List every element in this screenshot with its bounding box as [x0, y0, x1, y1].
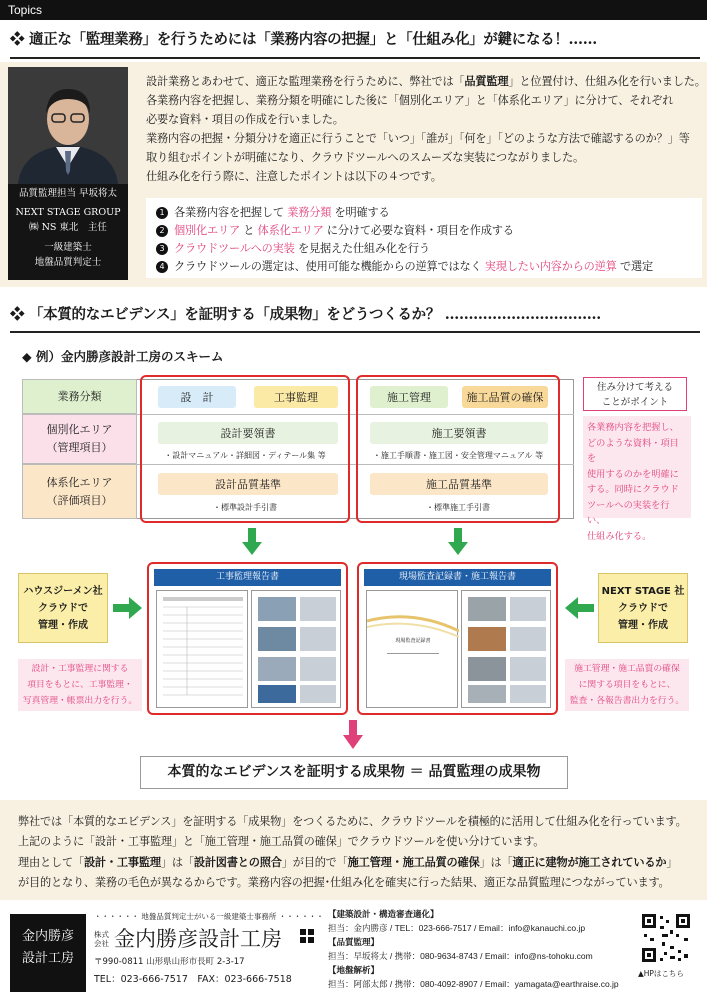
text: 上記のように「設計・工事監理」と「施工管理・施工品質の確保」でクラウドツールを使い分けています。 — [18, 835, 545, 848]
company-logo — [10, 914, 86, 992]
pill-construction-spec: 施工要領書 — [370, 422, 548, 444]
text: 各業務内容を把握し、 — [587, 422, 679, 433]
note-right — [565, 659, 689, 711]
cloud-box-housegmen — [18, 573, 108, 643]
text: で選定 — [616, 260, 653, 273]
text: ツールへの実装を行い、 — [587, 499, 670, 526]
person-qualification-1: 一級建築士 — [44, 242, 92, 253]
cloud-box-nextstage — [598, 573, 688, 643]
text: 各業務内容を把握して — [174, 206, 288, 219]
scheme-subtitle: ◆ 例）金内勝彦設計工房のスキーム — [22, 349, 224, 364]
report-page-photos — [251, 590, 341, 708]
text: に分けて必要な資料・項目を作成する — [323, 224, 514, 237]
text: 取り組むポイントが明確になり、クラウドツールへのスムーズな実装につながりました。 — [146, 151, 584, 164]
cover-title: 現場監査記録書 — [395, 638, 431, 644]
person-qualification-2: 地盤品質判定士 — [34, 257, 102, 268]
text: （管理項目） — [46, 441, 113, 454]
logo-mark-icon — [300, 929, 314, 943]
text: に関する項目をもとに、 — [578, 680, 676, 690]
row-label-system — [22, 464, 137, 519]
design-quality-items: ・標準設計手引書 — [213, 503, 277, 512]
construction-quality-items: ・標準施工手引書 — [426, 503, 490, 512]
design-spec-items: ・設計マニュアル・詳細図・ディテール集 等 — [164, 451, 326, 460]
text: 必要な資料・項目の作成を行いました。 — [146, 113, 344, 126]
text: ことがポイント — [601, 397, 669, 408]
arrow-right-icon — [113, 597, 143, 619]
text-highlight: 体系化エリア — [257, 224, 324, 237]
section1-heading — [10, 28, 700, 58]
side-title-box — [583, 377, 687, 411]
person-title: ㈱ NS 東北 主任 — [29, 222, 107, 233]
contact-head-3: 【地盤解析】 — [328, 965, 380, 975]
text: 」 — [666, 856, 678, 869]
text: を明確する — [331, 206, 390, 219]
divider — [10, 331, 700, 333]
portrait-icon — [8, 67, 128, 184]
report-page-form — [156, 590, 248, 708]
company-name: 金内勝彦設計工房 — [114, 927, 282, 951]
point-2 — [156, 222, 514, 238]
text: 業務内容の把握・分類分けを適正に行うことで「いつ」「誰が」「何を」「どのような方法で確認するのか？」等 — [146, 132, 690, 145]
text: 仕組み化する。 — [587, 530, 652, 542]
form-document-icon — [157, 591, 249, 709]
text: 住み分けて考える — [596, 382, 673, 393]
text: 管理・作成 — [618, 620, 668, 631]
section2-heading — [10, 303, 700, 331]
report-page-site-photos — [461, 590, 551, 708]
number-badge-icon: 1 — [156, 207, 168, 219]
topics-bar — [0, 0, 707, 20]
text-emphasis: 施工管理・施工品質の確保 — [347, 855, 480, 869]
text: 」が目的で「 — [281, 856, 348, 869]
final-result-box: 本質的なエビデンスを証明する成果物 ＝ 品質監理の成果物 — [140, 756, 568, 789]
arrow-down-icon — [446, 528, 470, 556]
text: 設計工房 — [21, 951, 74, 966]
text: 」と位置付け、仕組み化を行いました。 — [508, 75, 706, 88]
pill-design-quality: 設計品質基準 — [158, 473, 338, 495]
contact-line-2[interactable]: 担当：早坂将太 / 携帯：080-9634-8743 / Email：info@ns-tohoku.com — [328, 951, 593, 961]
pill-assurance: 施工品質の確保 — [462, 386, 548, 408]
number-badge-icon: 2 — [156, 225, 168, 237]
text-highlight: 業務分類 — [287, 206, 332, 219]
person-role: 品質監理担当 早坂将太 — [18, 188, 118, 199]
text-highlight: 個別化エリア — [174, 224, 240, 237]
diamond-bullet-icon: ❖ — [10, 31, 29, 48]
note-left — [18, 659, 142, 711]
company-address: 〒990-0811 山形県山形市長町 2-3-17 — [94, 957, 245, 967]
side-note — [583, 416, 691, 542]
company-tagline: ・・・・・・ 地盤品質判定士がいる一級建築士事務所 ・・・・・・ — [94, 912, 324, 921]
intro-paragraph — [146, 72, 706, 186]
number-badge-icon: 4 — [156, 261, 168, 273]
text: 体系化エリア — [46, 475, 113, 489]
portrait-photo — [8, 67, 128, 184]
text-highlight: クラウドツールへの実装 — [174, 242, 295, 255]
photo-document-icon — [252, 591, 342, 709]
text: クラウドで — [38, 603, 88, 614]
text: が目的となり、業務の毛色が異なるからです。業務内容の把握･仕組み化を確実に行った結果、適正な品質監理につながっています。 — [18, 876, 670, 889]
text: NEXT STAGE 社 — [601, 586, 685, 597]
topics-label: Topics — [8, 3, 43, 17]
text: ハウスジーメン社 — [23, 586, 103, 597]
text: （評価項目） — [46, 493, 113, 507]
report-cover-page — [366, 590, 458, 708]
text: クラウドツールの選定は、使用可能な機能からの逆算ではなく — [174, 260, 485, 273]
text: 」は「 — [479, 856, 513, 869]
text: どのような資料・項目を — [587, 437, 679, 464]
construction-spec-items: ・施工手順書・施工図・安全管理マニュアル 等 — [372, 451, 544, 460]
text: 業務分類 — [57, 389, 102, 403]
point-4 — [156, 258, 653, 274]
contact-head-2: 【品質監理】 — [328, 937, 380, 947]
row-label-business — [22, 379, 137, 414]
contact-head-1: 【建築設計・構造審査適化】 — [328, 909, 439, 919]
qr-code-icon[interactable] — [640, 912, 692, 964]
report-title-right: 現場監査記録書・施工報告書 — [364, 569, 551, 586]
text: を見据えた仕組み化を行う — [294, 242, 430, 255]
text-emphasis: 品質監理 — [464, 74, 509, 88]
text: 項目をもとに、工事監理・ — [27, 680, 133, 690]
contact-line-3[interactable]: 担当：阿部太郎 / 携帯：080-4092-8907 / Email：yamagata@earthraise.co.jp — [328, 979, 619, 989]
text: 各業務内容を把握し、業務分類を明確にした後に「個別化エリア」と「体系化エリア」に分けて、それぞれ — [146, 94, 674, 107]
text: と — [239, 224, 258, 237]
pill-design: 設 計 — [158, 386, 236, 408]
text: 設計・工事監理に関する — [31, 664, 129, 674]
arrow-down-pink-icon — [341, 720, 365, 750]
text: 金内勝彦 — [21, 929, 74, 944]
point-3 — [156, 240, 430, 256]
contact-line-1[interactable]: 担当：金内勝彦 / TEL：023-666-7517 / Email：info@kanauchi.co.jp — [328, 923, 586, 933]
text-emphasis: 設計・工事監理 — [83, 855, 161, 869]
text-emphasis: 適正に建物が施工されているか — [512, 855, 667, 869]
pill-construction-quality: 施工品質基準 — [370, 473, 548, 495]
summary-text — [18, 812, 698, 893]
arrow-left-icon — [564, 597, 594, 619]
text: 写真管理・帳票出力を行う。 — [22, 696, 138, 706]
text: 管理・作成 — [38, 620, 88, 631]
text-highlight: 実現したい内容からの逆算 — [484, 260, 617, 273]
text: 仕組み化を行う際に、注意したポイントは以下の４つです。 — [146, 170, 442, 183]
section2-heading-text: 「本質的なエビデンス」を証明する「成果物」をどうつくるか？ …………………………… — [28, 306, 601, 323]
text: する。同時にクラウド — [587, 484, 679, 495]
person-company: NEXT STAGE GROUP — [15, 207, 121, 218]
pill-supervision: 工事監理 — [254, 386, 338, 408]
divider — [10, 57, 700, 59]
arrow-down-icon — [240, 528, 264, 556]
report-title-left: 工事監理報告書 — [154, 569, 341, 586]
point-1 — [156, 204, 389, 220]
text-emphasis: 設計図書との照合 — [193, 855, 282, 869]
pill-design-spec: 設計要領書 — [158, 422, 338, 444]
cover-document-icon — [367, 591, 459, 709]
pill-construction: 施工管理 — [370, 386, 448, 408]
company-tel: TEL：023-666-7517 FAX：023-666-7518 — [94, 974, 292, 985]
text: 個別化エリア — [46, 423, 113, 436]
text: 設計業務とあわせて、適正な監理業務を行うために、弊社では「 — [146, 75, 465, 88]
company-prefix: 株式会社 — [94, 930, 109, 948]
qr-label: ▲HPはこちら — [638, 969, 684, 978]
text: 監査・各報告書出力を行う。 — [569, 696, 685, 706]
number-badge-icon: 3 — [156, 243, 168, 255]
section1-heading-text: 適正な「監理業務」を行うためには「業務内容の把握」と「仕組み化」が鍵になる！…… — [28, 31, 597, 48]
text: 施工管理・施工品質の確保 — [574, 664, 680, 674]
text: クラウドで — [618, 603, 668, 614]
photo-document-icon — [462, 591, 552, 709]
text: 使用するのかを明確に — [587, 468, 679, 480]
text: 」は「 — [160, 856, 194, 869]
text: 弊社では「本質的なエビデンス」を証明する「成果物」をつくるために、クラウドツールを積極的に活用して仕組み化を行っています。 — [18, 815, 687, 828]
row-label-individual — [22, 414, 137, 464]
text: 理由として「 — [18, 856, 84, 869]
diamond-bullet-icon: ❖ — [10, 306, 29, 323]
